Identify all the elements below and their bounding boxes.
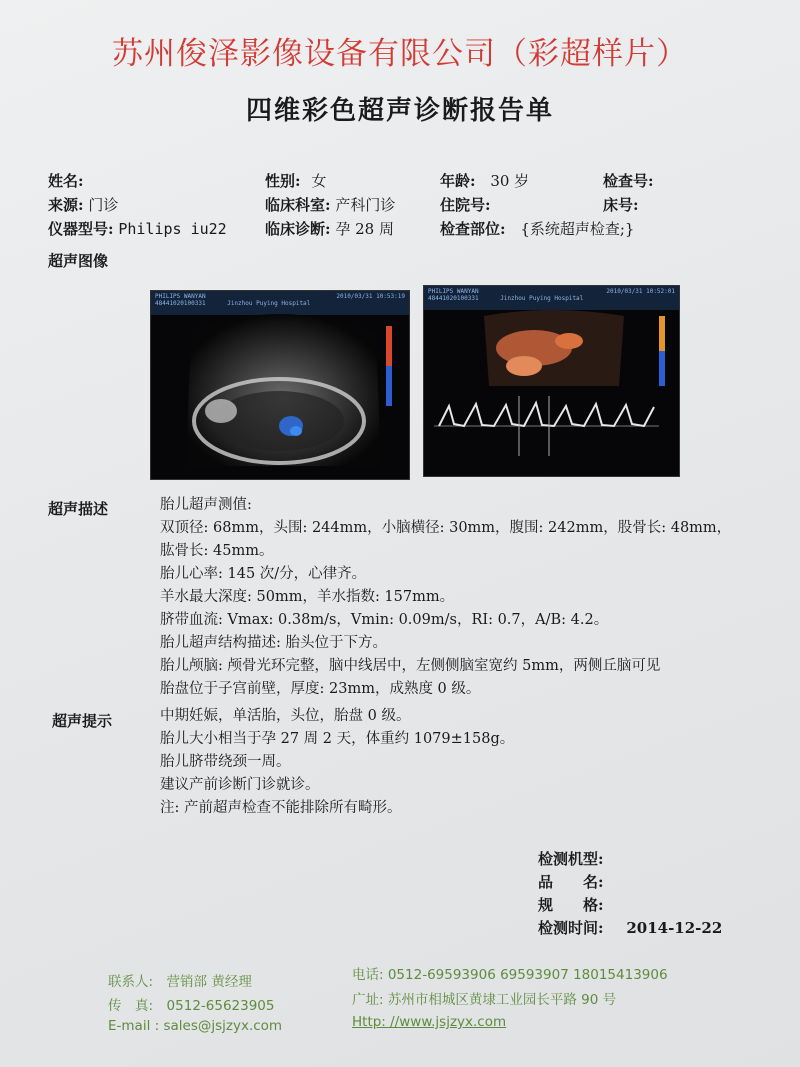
admission-field: [440, 194, 491, 215]
device-field: [48, 218, 227, 239]
description-line: 双顶径: 68mm，头围: 244mm，小脑横径: 30mm，腹围: 242mm，股骨长: 48mm，: [160, 520, 732, 536]
image-brand-left: PHILIPS: [155, 293, 181, 300]
description-line: 羊水最大深度: 50mm，羊水指数: 157mm。: [160, 589, 455, 605]
age-field: [440, 170, 529, 191]
inspection-time-label: 检测时间:: [538, 919, 604, 937]
source-field: [48, 194, 118, 215]
footer-phone: 电话: 0512-69593906 69593907 18015413906: [352, 967, 668, 983]
age-value: 30 岁: [490, 172, 530, 190]
doppler-scan-graphic: [424, 286, 679, 476]
age-label: 年龄:: [440, 172, 476, 190]
description-line: 胎盘位于子宫前壁，厚度: 23mm，成熟度 0 级。: [160, 681, 481, 697]
bed-field: [603, 194, 639, 215]
dept-label: 临床科室:: [265, 196, 331, 214]
gender-label: 性别:: [265, 172, 301, 190]
description-line: 胎儿颅脑: 颅骨光环完整，脑中线居中，左侧侧脑室宽约 5mm，两侧丘脑可见: [160, 658, 661, 674]
inspection-time-field: [538, 917, 722, 938]
name-label: 姓名:: [48, 172, 84, 190]
description-line: 肱骨长: 45mm。: [160, 543, 274, 559]
footer-email[interactable]: E-mail : sales@jsjzyx.com: [108, 1018, 283, 1034]
conclusion-line: 胎儿大小相当于孕 27 周 2 天，体重约 1079±158g。: [160, 731, 515, 747]
ultrasound-image-left: [150, 290, 410, 480]
source-value: 门诊: [88, 196, 119, 214]
conclusion-body: [160, 705, 514, 820]
footer-address: 广址: 苏州市相城区黄埭工业园长平路 90 号: [352, 992, 617, 1008]
image-brand-right: PHILIPS: [428, 288, 454, 295]
image-operator-left: WANYAN: [183, 293, 206, 300]
image-hospital-left: Jinzhou Puying Hospital: [227, 300, 311, 307]
description-line: 胎儿心率: 145 次/分，心律齐。: [160, 566, 367, 582]
exam-part-value: {系统超声检查;}: [520, 220, 635, 238]
description-line: 胎儿超声测值:: [160, 497, 252, 513]
footer-contact: 联系人: 营销部 黄经理: [108, 974, 252, 990]
exam-part-field: [440, 218, 634, 239]
report-title: 四维彩色超声诊断报告单: [245, 96, 554, 126]
gender-value: 女: [311, 172, 327, 190]
gender-field: [265, 170, 326, 191]
fetal-head-scan-graphic: [151, 291, 409, 479]
conclusion-line: 胎儿脐带绕颈一周。: [160, 754, 291, 770]
description-line: 脐带血流: Vmax: 0.38m/s，Vmin: 0.09m/s，RI: 0.7，A/B: 4.2。: [160, 612, 609, 628]
image-id-right: 48441020100331: [428, 295, 479, 302]
source-label: 来源:: [48, 196, 84, 214]
diagnosis-value: 孕 28 周: [335, 220, 394, 238]
conclusion-section-label: 超声提示: [52, 712, 113, 730]
footer-fax: 传 真: 0512-65623905: [108, 998, 275, 1014]
image-hospital-right: Jinzhou Puying Hospital: [500, 295, 584, 302]
conclusion-line: 中期妊娠，单活胎，头位，胎盘 0 级。: [160, 708, 411, 724]
name-field: [48, 170, 84, 191]
dept-field: [265, 194, 395, 215]
description-body: [160, 494, 731, 701]
device-value: Philips iu22: [118, 220, 227, 238]
conclusion-line: 建议产前诊断门诊就诊。: [160, 777, 320, 793]
company-title: 苏州俊泽影像设备有限公司（彩超样片）: [112, 36, 688, 72]
device-label: 仪器型号:: [48, 220, 114, 238]
conclusion-line: 注: 产前超声检查不能排除所有畸形。: [160, 800, 402, 816]
diagnosis-label: 临床诊断:: [265, 220, 331, 238]
bed-label: 床号:: [603, 196, 639, 214]
description-line: 胎儿超声结构描述: 胎头位于下方。: [160, 635, 387, 651]
image-datetime-left: 2010/03/31 10:53:19: [336, 293, 405, 300]
inspection-spec-label: 规 格:: [538, 896, 604, 914]
inspection-time-value: 2014-12-22: [626, 919, 723, 937]
image-id-left: 48441020100331: [155, 300, 206, 307]
exam-number-label: 检查号:: [603, 172, 654, 190]
images-section-label: 超声图像: [48, 252, 109, 270]
inspection-model-label: 检测机型:: [538, 850, 604, 868]
image-datetime-right: 2010/03/31 10:52:01: [606, 288, 675, 295]
image-operator-right: WANYAN: [456, 288, 479, 295]
exam-part-label: 检查部位:: [440, 220, 506, 238]
admission-label: 住院号:: [440, 196, 491, 214]
description-section-label: 超声描述: [48, 500, 109, 518]
dept-value: 产科门诊: [335, 196, 396, 214]
inspection-product-label: 品 名:: [538, 873, 604, 891]
ultrasound-image-right: [423, 285, 680, 477]
exam-number-field: [603, 170, 654, 191]
diagnosis-field: [265, 218, 394, 239]
footer-website-link[interactable]: Http: //www.jsjzyx.com: [352, 1014, 507, 1030]
